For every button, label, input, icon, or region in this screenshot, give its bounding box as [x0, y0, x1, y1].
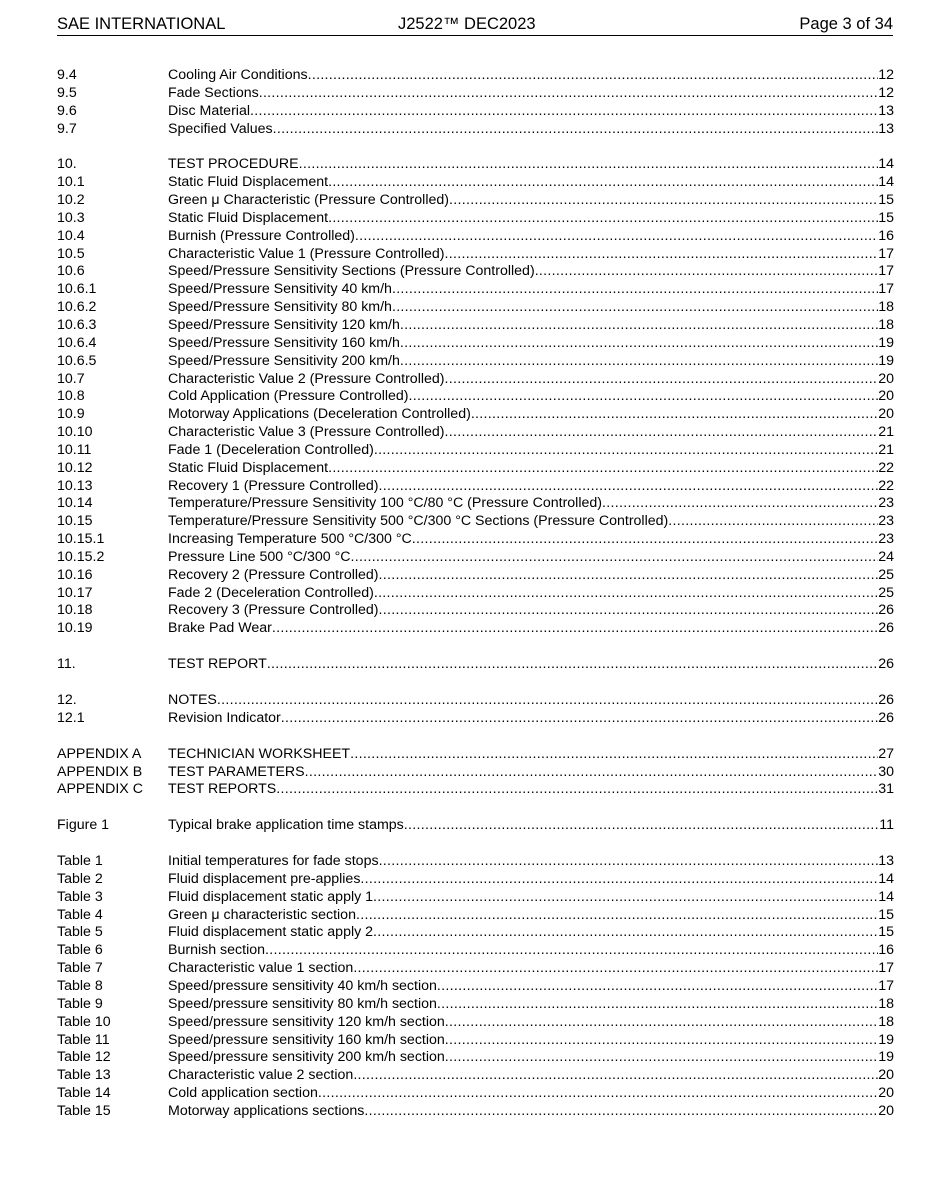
toc-entry-title: Characteristic Value 2 (Pressure Controlled) [168, 370, 445, 387]
toc-entry-page: 22 [878, 459, 894, 476]
toc-entry-title: Speed/Pressure Sensitivity 40 km/h [168, 281, 392, 298]
toc-entry-title: TEST REPORT [168, 656, 267, 673]
dot-leader [373, 924, 878, 942]
dot-leader [272, 620, 878, 638]
toc-entry-page: 20 [878, 1102, 894, 1119]
toc-entry-page: 26 [878, 692, 894, 708]
toc-entry [57, 1014, 894, 1032]
toc-entry [57, 1032, 894, 1050]
toc-entry-title: Characteristic Value 3 (Pressure Controlled) [168, 424, 445, 441]
header-document-id: J2522™ DEC2023 [398, 15, 536, 33]
toc-entry [57, 602, 894, 620]
toc-entry-page: 18 [878, 995, 894, 1012]
toc-entry-page: 17 [878, 245, 894, 262]
toc-entry [57, 853, 894, 871]
dot-leader [392, 299, 878, 317]
toc-entry [57, 924, 894, 942]
toc-entry [57, 85, 894, 103]
toc-entry-title: Static Fluid Displacement [168, 209, 329, 226]
toc-entry-title: Fluid displacement pre-applies [168, 870, 361, 887]
toc-entry-title: Recovery 1 (Pressure Controlled) [168, 477, 379, 494]
toc-entry-title: Fade Sections [168, 84, 259, 101]
dot-leader [379, 853, 879, 871]
toc-entry-page: 26 [878, 709, 894, 726]
toc-entry-page: 20 [878, 388, 894, 405]
toc-entry-number: 10.8 [57, 388, 85, 405]
toc-entry-title: Speed/pressure sensitivity 120 km/h section [168, 1013, 445, 1030]
toc-entry [57, 371, 894, 389]
toc-entry [57, 246, 894, 264]
toc-entry [57, 620, 894, 638]
toc-group [57, 692, 894, 728]
toc-entry-number: Table 5 [57, 924, 103, 941]
toc-entry-page: 26 [878, 656, 894, 673]
toc-entry [57, 549, 894, 567]
dot-leader [276, 781, 878, 799]
toc-entry-number: 10.6.1 [57, 281, 97, 298]
toc-entry-page: 19 [878, 334, 894, 351]
toc-entry-number: 9.4 [57, 67, 77, 83]
toc-entry-number: 10.2 [57, 192, 85, 209]
toc-entry-title: Specified Values [168, 120, 273, 137]
toc-entry-page: 17 [878, 977, 894, 994]
toc-entry-page: 26 [878, 620, 894, 637]
toc-entry [57, 871, 894, 889]
toc-entry-title: Speed/Pressure Sensitivity 160 km/h [168, 334, 400, 351]
toc-entry [57, 263, 894, 281]
toc-entry [57, 495, 894, 513]
dot-leader [308, 67, 879, 85]
toc-entry-title: Fade 1 (Deceleration Controlled) [168, 441, 374, 458]
toc-entry-page: 20 [878, 370, 894, 387]
toc-entry [57, 228, 894, 246]
toc-entry-number: APPENDIX C [57, 781, 143, 798]
toc-entry-page: 25 [878, 584, 894, 601]
toc-entry-title: Cooling Air Conditions [168, 67, 308, 83]
toc-entry-page: 27 [878, 745, 894, 762]
toc-entry-page: 15 [878, 209, 894, 226]
toc-entry-number: 9.5 [57, 84, 77, 101]
toc-entry-page: 19 [878, 352, 894, 369]
toc-entry-page: 13 [878, 102, 894, 119]
toc-entry [57, 710, 894, 728]
toc-entry-number: 10.6.3 [57, 316, 97, 333]
toc-entry-page: 18 [878, 316, 894, 333]
toc-group [57, 853, 894, 1121]
toc-entry-title: NOTES [168, 692, 217, 708]
toc-entry [57, 1067, 894, 1085]
dot-leader [437, 996, 878, 1014]
toc-entry-page: 31 [878, 781, 894, 798]
toc-group [57, 746, 894, 800]
dot-leader [328, 174, 878, 192]
toc-entry-title: Burnish (Pressure Controlled) [168, 227, 355, 244]
toc-entry [57, 67, 894, 85]
toc-entry-number: Table 13 [57, 1067, 111, 1084]
dot-leader [602, 495, 878, 513]
toc-entry-number: Table 12 [57, 1049, 111, 1066]
toc-entry-number: Table 15 [57, 1102, 111, 1119]
toc-entry [57, 513, 894, 531]
dot-leader [355, 228, 878, 246]
toc-entry-page: 15 [878, 192, 894, 209]
toc-entry-title: Fluid displacement static apply 2 [168, 924, 374, 941]
toc-entry-page: 21 [878, 424, 894, 441]
dot-leader [379, 567, 879, 585]
toc-entry-page: 17 [878, 263, 894, 280]
toc-entry [57, 1049, 894, 1067]
dot-leader [265, 942, 878, 960]
toc-group [57, 656, 894, 674]
toc-entry [57, 585, 894, 603]
toc-entry-title: Motorway applications sections [168, 1102, 365, 1119]
toc-entry-title: Disc Material [168, 102, 250, 119]
dot-leader [360, 871, 878, 889]
toc-entry-title: Characteristic value 2 section [168, 1067, 354, 1084]
dot-leader [445, 1049, 878, 1067]
toc-entry-number: 9.7 [57, 120, 77, 137]
toc-entry-page: 18 [878, 299, 894, 316]
toc-entry [57, 692, 894, 710]
toc-entry [57, 460, 894, 478]
toc-entry [57, 335, 894, 353]
dot-leader [445, 246, 879, 264]
toc-entry-page: 20 [878, 406, 894, 423]
toc-entry [57, 531, 894, 549]
toc-entry-number: 10.5 [57, 245, 85, 262]
toc-entry-title: Brake Pad Wear [168, 620, 272, 637]
toc-entry-page: 12 [878, 67, 894, 83]
dot-leader [412, 531, 878, 549]
toc-entry-page: 17 [878, 281, 894, 298]
toc-entry-page: 25 [878, 566, 894, 583]
toc-entry-number: 10.6.5 [57, 352, 97, 369]
dot-leader [364, 1103, 878, 1121]
toc-entry [57, 817, 894, 835]
dot-leader [392, 281, 878, 299]
toc-entry-number: 12. [57, 692, 77, 708]
dot-leader [400, 335, 878, 353]
dot-leader [356, 907, 878, 925]
toc-entry-page: 12 [878, 84, 894, 101]
toc-entry [57, 567, 894, 585]
toc-entry-number: Table 4 [57, 906, 103, 923]
toc-entry-title: TEST PARAMETERS [168, 763, 305, 780]
toc-entry-title: Speed/Pressure Sensitivity Sections (Pressure Controlled) [168, 263, 535, 280]
toc-entry-title: TECHNICIAN WORKSHEET [168, 745, 351, 762]
toc-entry-number: 10.6.2 [57, 299, 97, 316]
dot-leader [250, 103, 878, 121]
page-header [57, 13, 893, 36]
dot-leader [318, 1085, 878, 1103]
toc-entry [57, 174, 894, 192]
toc-entry-page: 17 [878, 960, 894, 977]
dot-leader [374, 585, 878, 603]
toc-entry-page: 16 [878, 942, 894, 959]
toc-entry [57, 388, 894, 406]
dot-leader [299, 156, 879, 174]
toc-entry [57, 978, 894, 996]
toc-entry-title: Speed/pressure sensitivity 200 km/h section [168, 1049, 445, 1066]
toc-entry-page: 26 [878, 602, 894, 619]
toc-entry-number: 10.14 [57, 495, 93, 512]
toc-entry-title: Temperature/Pressure Sensitivity 100 °C/80 °C (Pressure Controlled) [168, 495, 602, 512]
toc-entry-page: 21 [878, 441, 894, 458]
toc-entry [57, 103, 894, 121]
toc-entry-title: Green μ characteristic section [168, 906, 356, 923]
toc-entry-number: 10.9 [57, 406, 85, 423]
header-page-number: Page 3 of 34 [799, 15, 893, 33]
toc-entry-page: 19 [878, 1031, 894, 1048]
toc-entry-number: 12.1 [57, 709, 85, 726]
dot-leader [217, 692, 878, 710]
toc-entry-title: Temperature/Pressure Sensitivity 500 °C/300 °C Sections (Pressure Controlled) [168, 513, 669, 530]
dot-leader [281, 710, 878, 728]
toc-entry-title: TEST REPORTS [168, 781, 277, 798]
dot-leader [353, 1067, 878, 1085]
toc-entry-page: 23 [878, 513, 894, 530]
toc-entry-number: 10.17 [57, 584, 93, 601]
toc-entry-page: 14 [878, 156, 894, 173]
toc-entry [57, 746, 894, 764]
toc-entry-page: 16 [878, 227, 894, 244]
dot-leader [379, 602, 879, 620]
toc-entry-number: 10.10 [57, 424, 93, 441]
dot-leader [259, 85, 879, 103]
toc-entry-number: Table 1 [57, 853, 103, 870]
toc-entry-title: Pressure Line 500 °C/300 °C [168, 548, 351, 565]
toc-entry-page: 19 [878, 1049, 894, 1066]
toc-entry [57, 889, 894, 907]
toc-entry-page: 14 [878, 888, 894, 905]
dot-leader [409, 388, 879, 406]
dot-leader [445, 371, 879, 389]
toc-entry-number: Figure 1 [57, 817, 110, 834]
dot-leader [400, 317, 878, 335]
toc-entry [57, 478, 894, 496]
toc-entry-page: 20 [878, 1067, 894, 1084]
toc-entry-number: 10.18 [57, 602, 93, 619]
dot-leader [400, 353, 878, 371]
dot-leader [437, 978, 878, 996]
toc-entry [57, 1085, 894, 1103]
dot-leader [305, 764, 879, 782]
header-organization: SAE INTERNATIONAL [57, 15, 226, 33]
toc-entry-title: Static Fluid Displacement [168, 459, 329, 476]
toc-entry-number: Table 8 [57, 977, 103, 994]
toc-entry [57, 281, 894, 299]
toc-group [57, 67, 894, 138]
toc-entry-page: 14 [878, 174, 894, 191]
toc-entry [57, 299, 894, 317]
toc-entry [57, 317, 894, 335]
toc-entry [57, 156, 894, 174]
toc-entry-page: 20 [878, 1085, 894, 1102]
toc-entry-title: Speed/pressure sensitivity 160 km/h section [168, 1031, 445, 1048]
toc-entry [57, 781, 894, 799]
dot-leader [535, 263, 879, 281]
toc-entry-page: 14 [878, 870, 894, 887]
dot-leader [350, 746, 878, 764]
dot-leader [373, 889, 878, 907]
toc-entry-number: Table 14 [57, 1085, 111, 1102]
toc-entry-title: Speed/pressure sensitivity 80 km/h section [168, 995, 437, 1012]
toc-entry-number: 11. [57, 656, 76, 673]
toc-entry [57, 764, 894, 782]
dot-leader [350, 549, 878, 567]
toc-entry-number: 10.6.4 [57, 334, 97, 351]
toc-entry-number: 10.15.1 [57, 531, 105, 548]
toc-entry-title: Increasing Temperature 500 °C/300 °C [168, 531, 412, 548]
toc-group [57, 817, 894, 835]
toc-entry-title: Recovery 2 (Pressure Controlled) [168, 566, 379, 583]
toc-entry [57, 1103, 894, 1121]
toc-entry-title: Speed/pressure sensitivity 40 km/h section [168, 977, 437, 994]
toc-entry-page: 15 [878, 924, 894, 941]
toc-entry-title: Cold Application (Pressure Controlled) [168, 388, 409, 405]
toc-entry-number: 10.3 [57, 209, 85, 226]
toc-entry [57, 942, 894, 960]
toc-entry [57, 210, 894, 228]
toc-entry-page: 15 [878, 906, 894, 923]
toc-group [57, 156, 894, 638]
toc-entry-title: Speed/Pressure Sensitivity 120 km/h [168, 316, 400, 333]
toc-entry-title: TEST PROCEDURE [168, 156, 299, 173]
dot-leader [471, 406, 878, 424]
toc-entry-title: Fade 2 (Deceleration Controlled) [168, 584, 374, 601]
toc-entry-title: Recovery 3 (Pressure Controlled) [168, 602, 379, 619]
toc-entry-number: 10.4 [57, 227, 85, 244]
toc-entry-number: Table 11 [57, 1031, 110, 1048]
dot-leader [404, 817, 879, 835]
toc-entry-number: 10.6 [57, 263, 85, 280]
toc-entry-page: 23 [878, 531, 894, 548]
toc-entry-page: 13 [878, 120, 894, 137]
dot-leader [328, 210, 878, 228]
toc-entry-title: Cold application section [168, 1085, 318, 1102]
dot-leader [374, 442, 878, 460]
toc-entry-title: Initial temperatures for fade stops [168, 853, 379, 870]
toc-entry-number: Table 3 [57, 888, 103, 905]
toc-entry [57, 656, 894, 674]
dot-leader [273, 121, 879, 139]
toc-entry-number: APPENDIX A [57, 745, 142, 762]
toc-entry-number: 10.1 [57, 174, 85, 191]
toc-entry-page: 22 [878, 477, 894, 494]
dot-leader [353, 960, 878, 978]
toc-entry [57, 442, 894, 460]
toc-entry-number: 10.13 [57, 477, 93, 494]
toc-entry [57, 406, 894, 424]
toc-entry-number: APPENDIX B [57, 763, 143, 780]
dot-leader [328, 460, 878, 478]
toc-entry-number: Table 6 [57, 942, 103, 959]
toc-entry [57, 424, 894, 442]
table-of-contents [57, 67, 894, 1139]
dot-leader [445, 1032, 878, 1050]
toc-entry [57, 353, 894, 371]
toc-entry-page: 30 [878, 763, 894, 780]
toc-entry-page: 11 [879, 817, 894, 834]
toc-entry-page: 13 [878, 853, 894, 870]
toc-entry-number: 10.15 [57, 513, 93, 530]
toc-entry [57, 192, 894, 210]
toc-entry [57, 121, 894, 139]
toc-entry-title: Revision Indicator [168, 709, 281, 726]
toc-entry-page: 23 [878, 495, 894, 512]
toc-entry-number: 10. [57, 156, 77, 173]
toc-entry [57, 960, 894, 978]
toc-entry-number: 10.15.2 [57, 548, 105, 565]
toc-entry-title: Motorway Applications (Deceleration Controlled) [168, 406, 471, 423]
toc-entry-title: Burnish section [168, 942, 265, 959]
toc-entry-title: Characteristic value 1 section [168, 960, 354, 977]
toc-entry [57, 996, 894, 1014]
toc-entry-title: Characteristic Value 1 (Pressure Controlled) [168, 245, 445, 262]
toc-entry-title: Typical brake application time stamps [168, 817, 404, 834]
toc-entry-title: Speed/Pressure Sensitivity 200 km/h [168, 352, 400, 369]
dot-leader [445, 1014, 878, 1032]
toc-entry-number: Table 7 [57, 960, 103, 977]
dot-leader [267, 656, 878, 674]
dot-leader [379, 478, 879, 496]
toc-entry-title: Static Fluid Displacement [168, 174, 329, 191]
toc-entry-number: 10.11 [57, 441, 92, 458]
toc-entry-number: 10.12 [57, 459, 93, 476]
toc-entry-title: Fluid displacement static apply 1 [168, 888, 374, 905]
dot-leader [449, 192, 878, 210]
toc-entry-title: Green μ Characteristic (Pressure Controlled) [168, 192, 449, 209]
toc-entry-number: 10.19 [57, 620, 93, 637]
dot-leader [445, 424, 879, 442]
dot-leader [668, 513, 878, 531]
toc-entry [57, 907, 894, 925]
toc-entry-number: 9.6 [57, 102, 77, 119]
toc-entry-number: Table 10 [57, 1013, 111, 1030]
toc-entry-number: Table 2 [57, 870, 103, 887]
toc-entry-page: 18 [878, 1013, 894, 1030]
toc-entry-number: Table 9 [57, 995, 103, 1012]
toc-entry-number: 10.16 [57, 566, 93, 583]
toc-entry-number: 10.7 [57, 370, 85, 387]
toc-entry-page: 24 [878, 548, 894, 565]
toc-entry-title: Speed/Pressure Sensitivity 80 km/h [168, 299, 392, 316]
